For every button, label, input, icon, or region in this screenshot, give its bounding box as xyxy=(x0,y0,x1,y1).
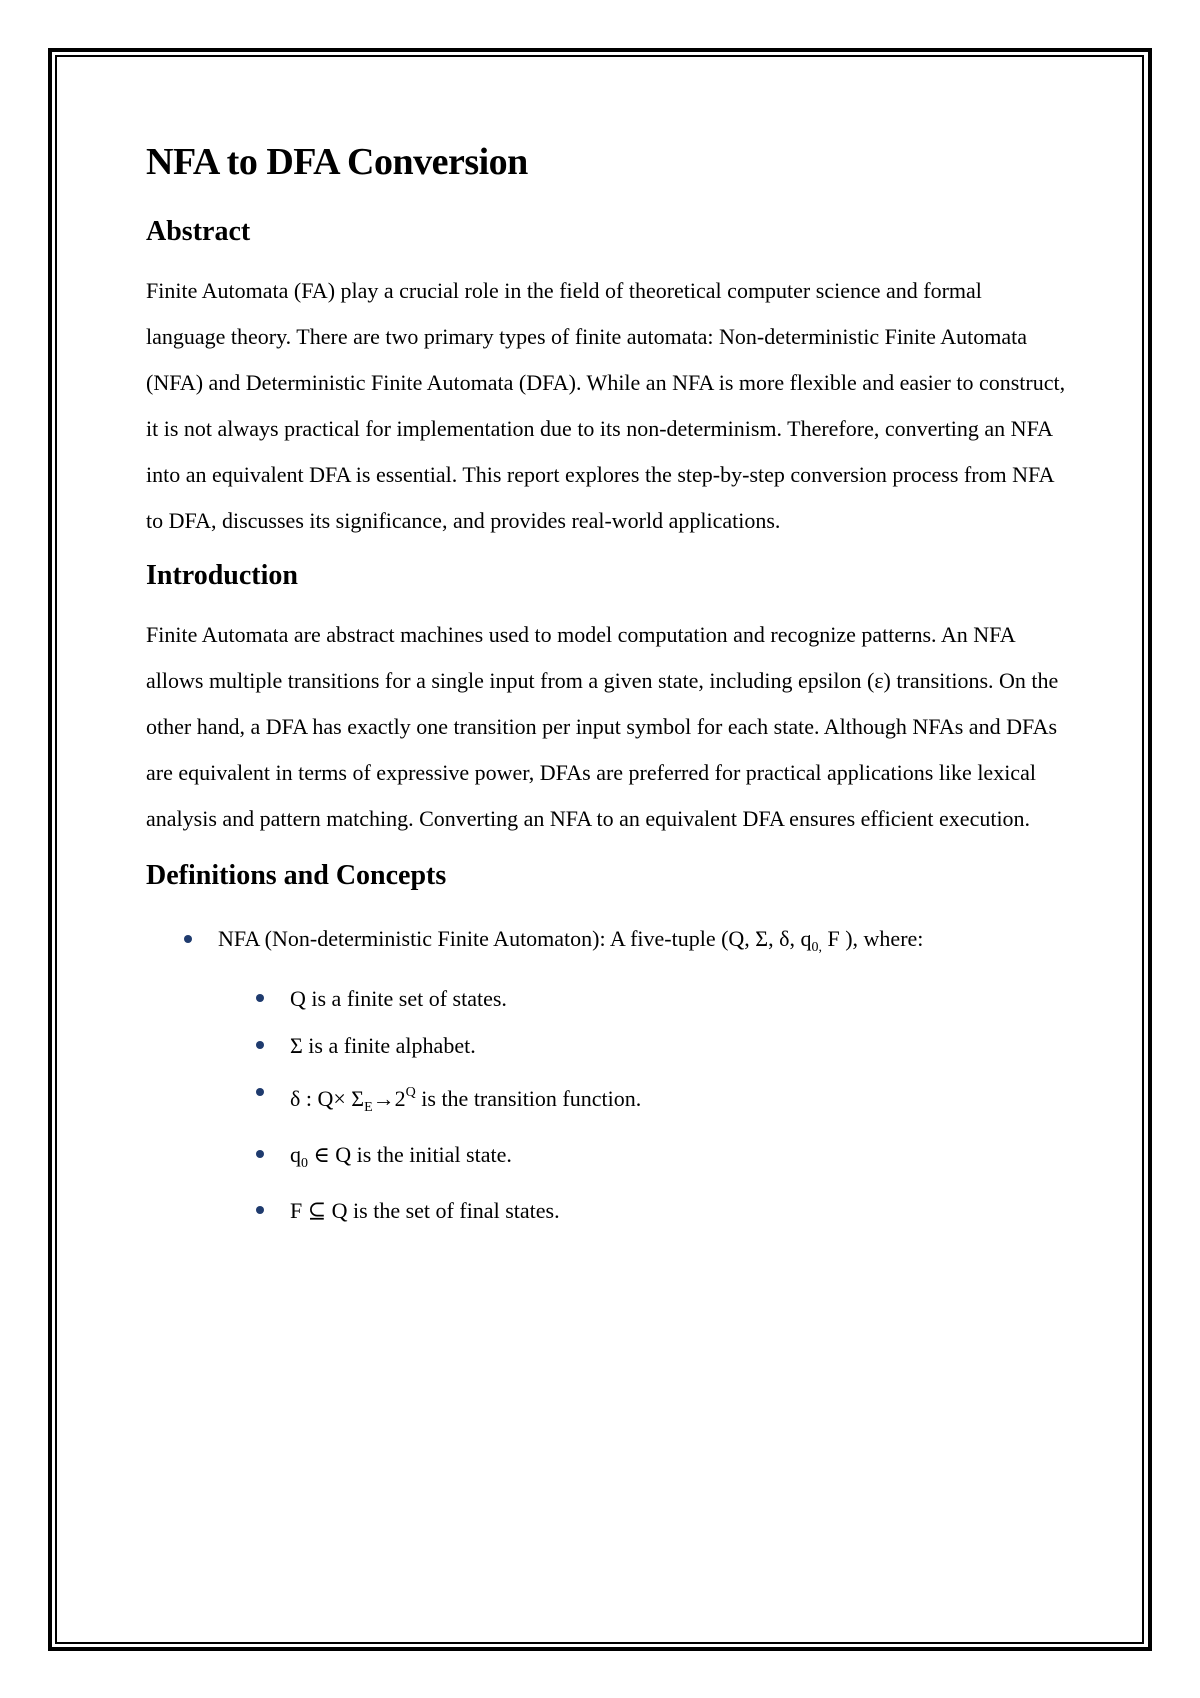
bullet-icon xyxy=(256,1088,264,1096)
initial-state-text: ∈ Q is the initial state. xyxy=(308,1142,512,1167)
introduction-heading: Introduction xyxy=(146,560,298,591)
abstract-heading: Abstract xyxy=(146,216,251,247)
list-item-transition xyxy=(218,1069,1066,1131)
transition-q-superscript: Q xyxy=(405,1085,416,1100)
list-item-initial-state xyxy=(218,1131,1066,1187)
document-content xyxy=(146,140,1066,1234)
nfa-components-list xyxy=(218,975,1066,1234)
bullet-icon xyxy=(256,1041,264,1049)
introduction-paragraph: Finite Automata are abstract machines used to model computation and recognize patterns. An NFA allows multiple transitions for a single input from a given state, including epsilon (ε) transitions. On the other hand, a DFA has exactly one transition per input symbol for each state. Although NFAs and DFAs are equivalent in terms of expressive power, DFAs are preferred for practical applications like lexical analysis and pattern matching. Converting an NFA to an equivalent DFA ensures efficient execution. xyxy=(146,622,1059,831)
transition-text-end: is the transition function. xyxy=(415,1086,642,1111)
document-title: NFA to DFA Conversion xyxy=(146,141,528,183)
nfa-definition-tail: F ), where: xyxy=(821,926,924,951)
definitions-heading: Definitions and Concepts xyxy=(146,860,447,891)
bullet-icon xyxy=(184,935,192,943)
final-states-text: F ⊆ Q is the set of final states. xyxy=(290,1198,560,1223)
transition-text-start: δ : Q× Σ xyxy=(290,1086,365,1111)
bullet-icon xyxy=(256,1150,264,1158)
initial-state-subscript: 0 xyxy=(301,1156,308,1171)
nfa-q0-subscript: 0, xyxy=(811,940,822,955)
list-item-final-states xyxy=(218,1187,1066,1234)
list-item-nfa xyxy=(146,918,1066,1234)
transition-arrow-text: →2 xyxy=(372,1086,406,1111)
list-item-alphabet xyxy=(218,1022,1066,1069)
abstract-paragraph: Finite Automata (FA) play a crucial role in the field of theoretical computer science and formal language theory. There are two primary types of finite automata: Non-deterministic Finite Automata (NFA) and Deterministic Finite Automata (DFA). While an NFA is more flexible and easier to construct, it is not always practical for implementation due to its non-determinism. Therefore, converting an NFA into an equivalent DFA is essential. This report explores the step-by-step conversion process from NFA to DFA, discusses its significance, and provides real-world applications. xyxy=(146,278,1066,533)
states-text: Q is a finite set of states. xyxy=(290,986,507,1011)
bullet-icon xyxy=(256,994,264,1002)
definitions-list xyxy=(146,918,1066,1234)
bullet-icon xyxy=(256,1206,264,1214)
nfa-definition-text: NFA (Non-deterministic Finite Automaton): A five-tuple (Q, Σ, δ, q xyxy=(218,926,812,951)
transition-epsilon-subscript: E xyxy=(364,1100,373,1115)
initial-state-q: q xyxy=(290,1142,301,1167)
alphabet-text: Σ is a finite alphabet. xyxy=(290,1033,476,1058)
list-item-states xyxy=(218,975,1066,1022)
